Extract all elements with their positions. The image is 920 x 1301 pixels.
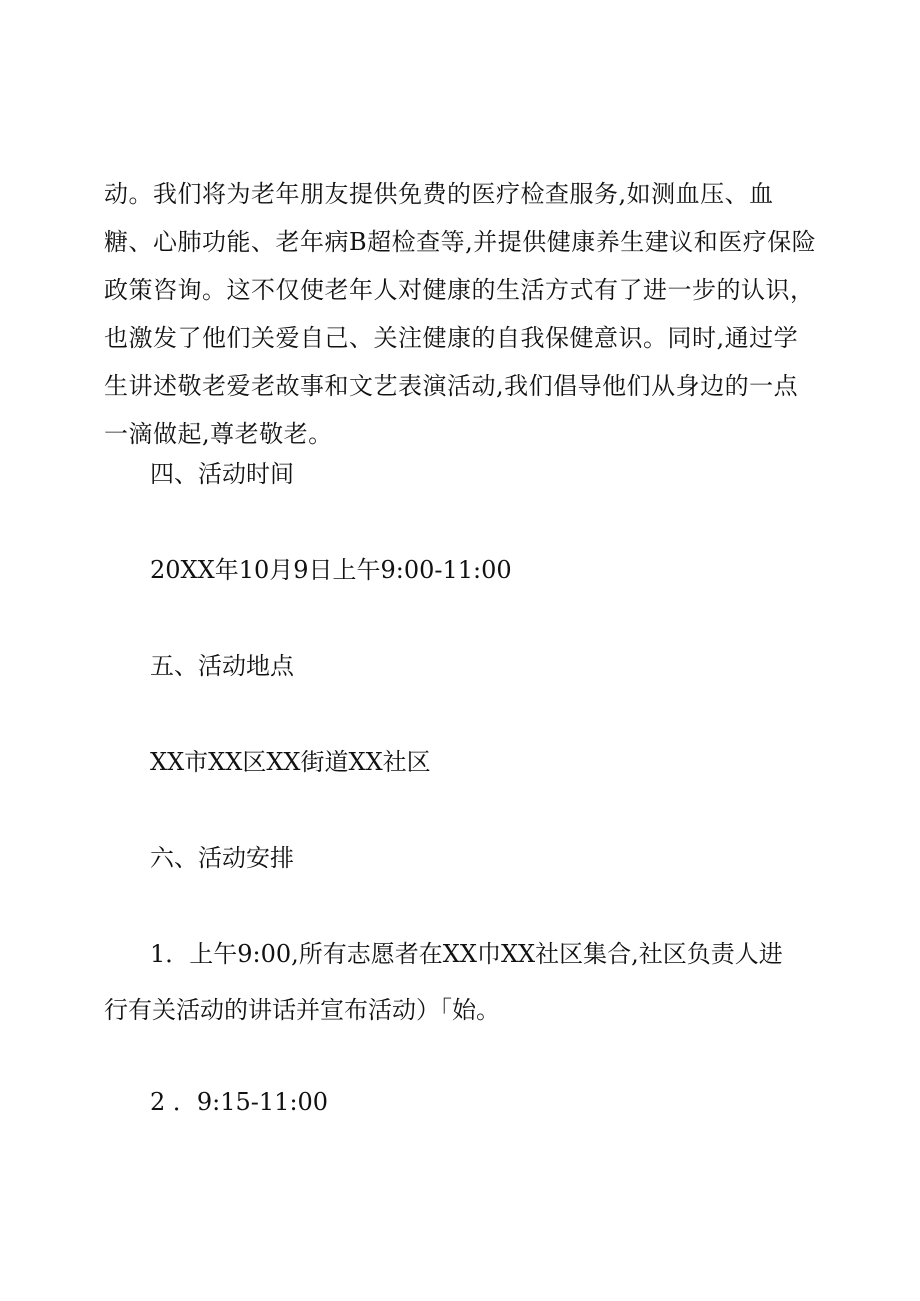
section-heading-time: 四、活动时间 <box>150 460 294 488</box>
activity-place: XX市XX区XX街道XX社区 <box>150 748 431 776</box>
intro-paragraph: 动。我们将为老年朋友提供免费的医疗检查服务,如测血压、血糖、心肺功能、老年病B超检查等,并提供健康养生建议和医疗保险政策咨询。这不仅使老年人对健康的生活方式有了进一步的认识，也激发了他们关爱自己、关注健康的自我保健意识。同时,通过学生讲述敬老爱老故事和文艺表演活动,我们倡导他们从身边的一点一滴做起,尊老敬老。 <box>104 180 817 448</box>
schedule-item-2: 2 ．9:15-11:00 <box>150 1088 329 1116</box>
section-heading-schedule: 六、活动安排 <box>150 844 294 872</box>
schedule-item-1-line-2: 行有关活动的讲话并宣布活动）「始。 <box>104 996 500 1024</box>
schedule-item-1-line-1: 1．上午9:00,所有志愿者在XX巾XX社区集合,社区负责人进 <box>150 940 783 968</box>
activity-time: 20XX年10月9日上午9:00-11:00 <box>150 556 512 584</box>
section-heading-place: 五、活动地点 <box>150 652 294 680</box>
